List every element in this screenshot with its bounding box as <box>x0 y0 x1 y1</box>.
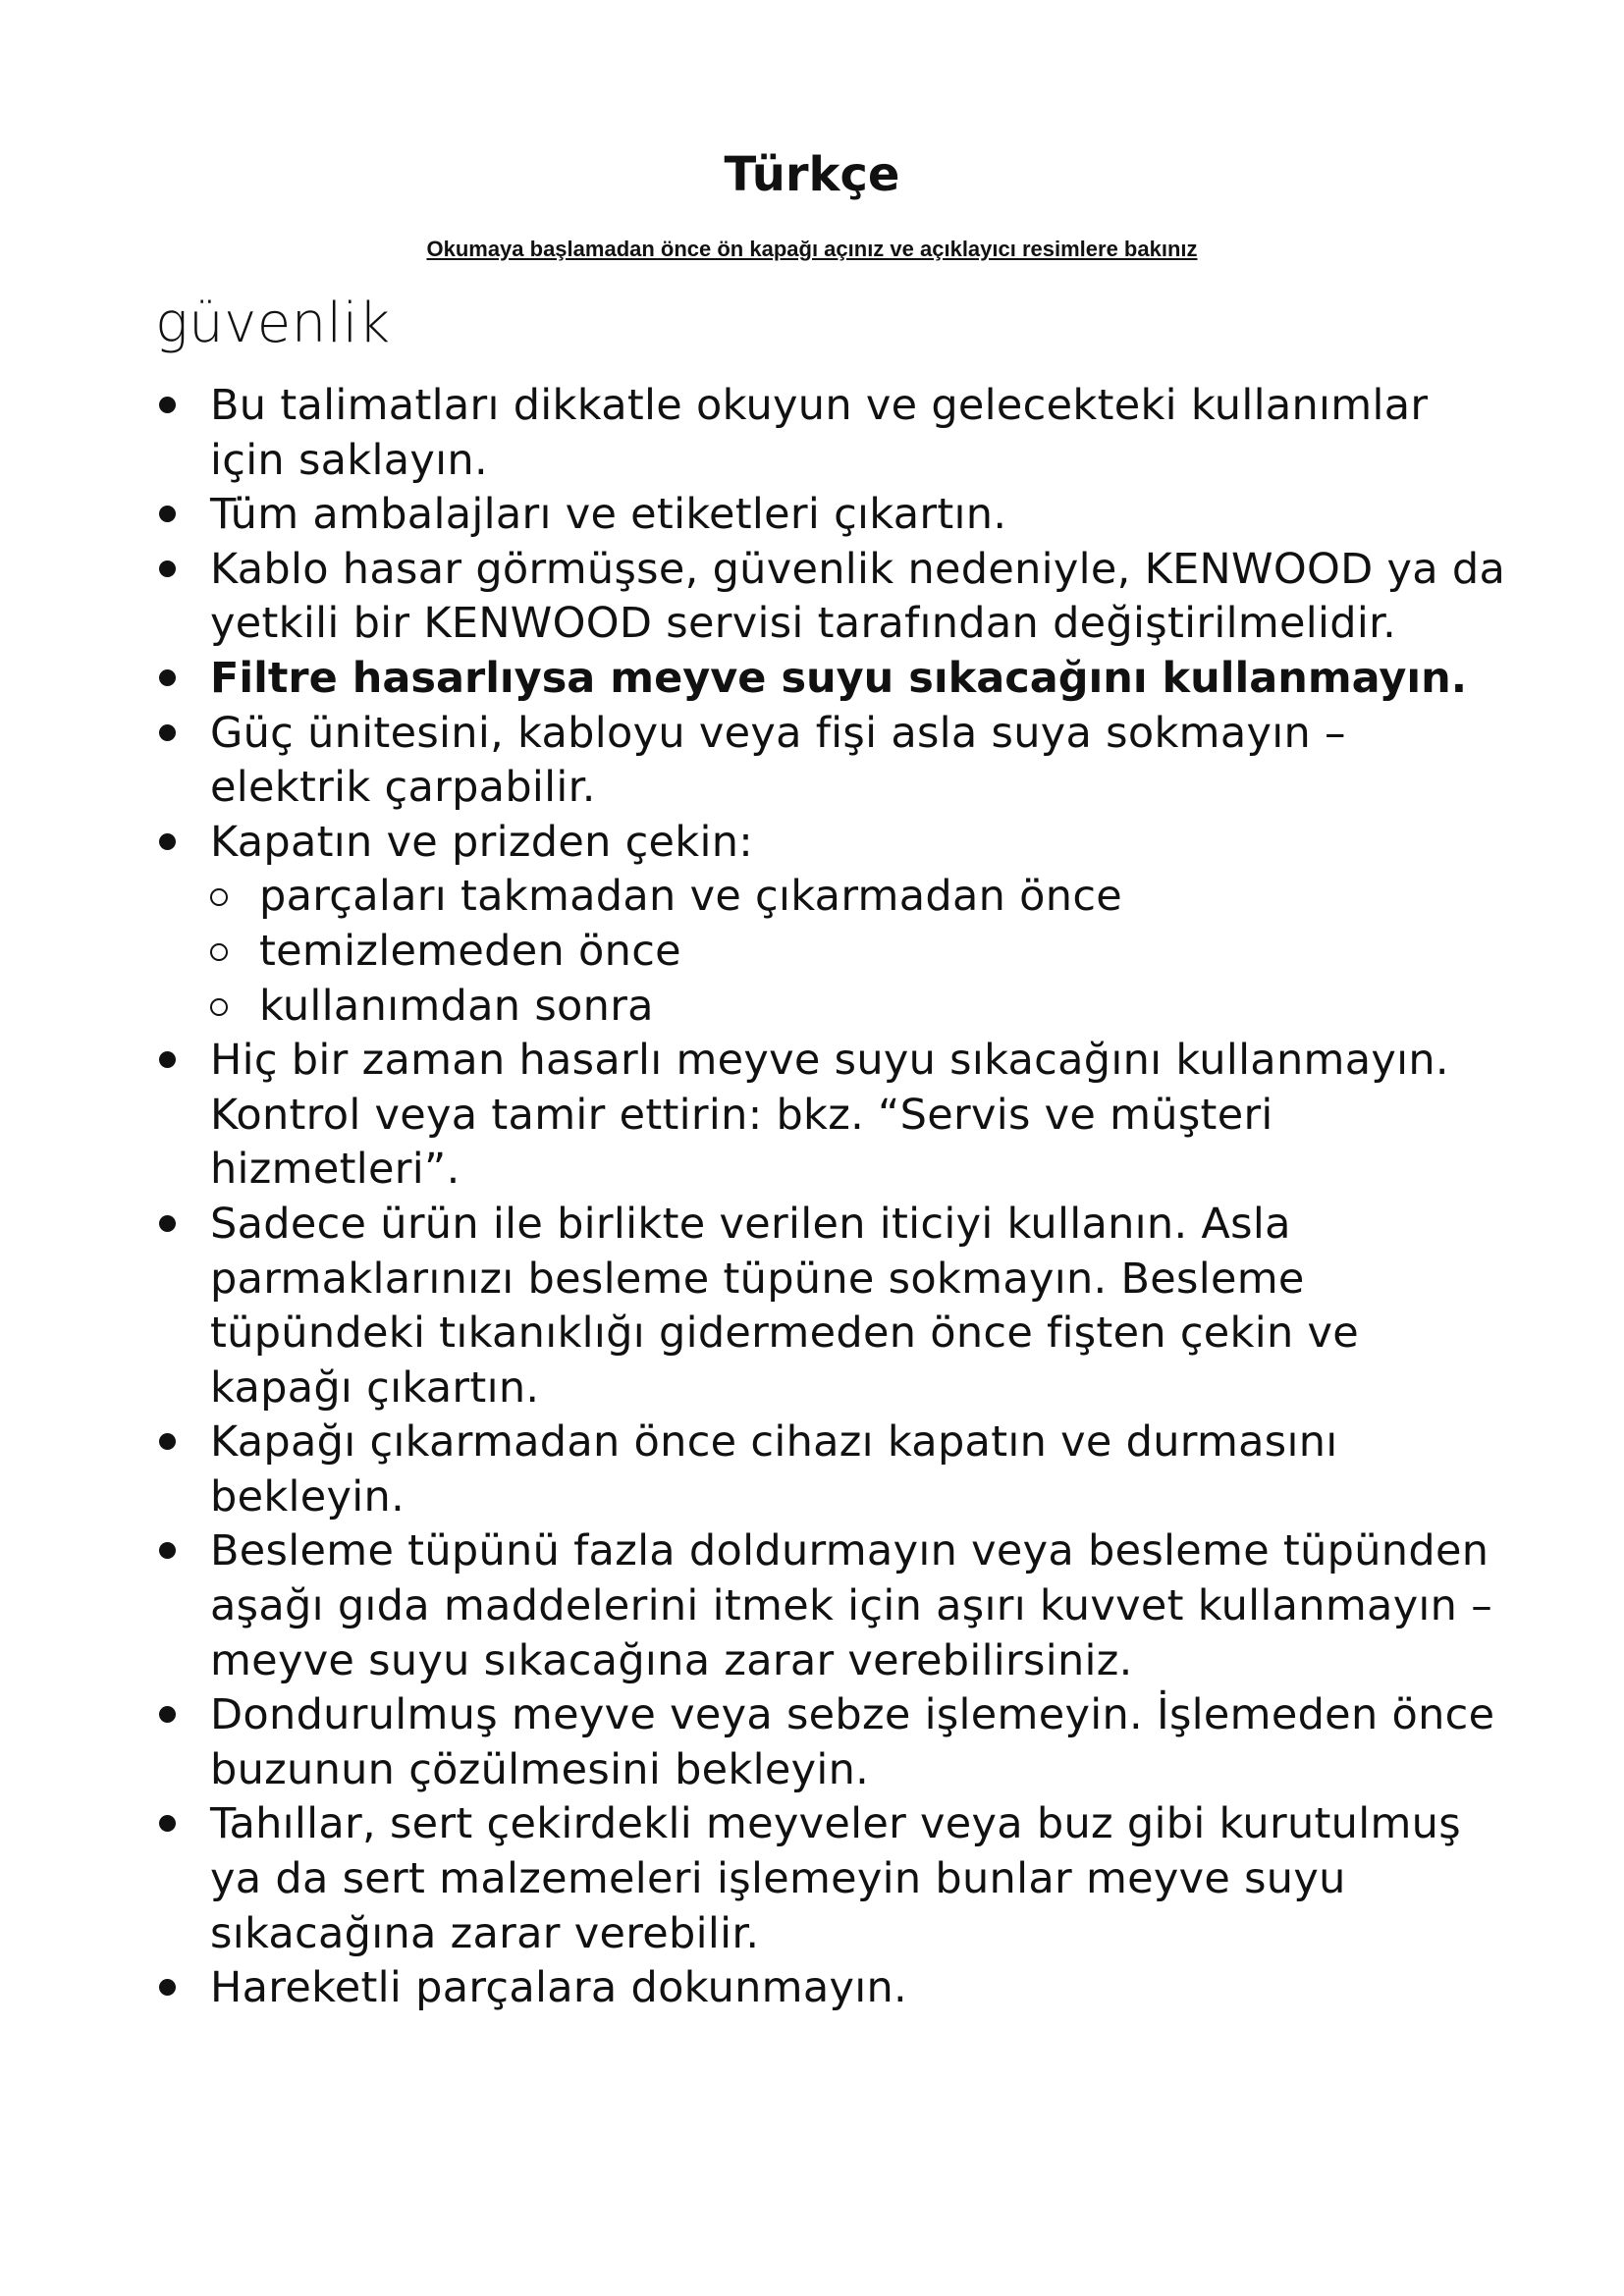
safety-item-warning <box>155 652 1510 707</box>
circle-bullet-icon <box>210 998 228 1016</box>
safety-item <box>155 1688 1510 1797</box>
safety-sub-item <box>210 980 1510 1035</box>
safety-sub-item-text: parçaları takmadan ve çıkarmadan önce <box>259 872 1123 922</box>
bullet-icon <box>159 561 176 577</box>
circle-bullet-icon <box>210 888 228 906</box>
safety-item-text: Dondurulmuş meyve veya sebze işlemeyin. İşlemeden önce buzunun çözülmesini bekleyin. <box>210 1690 1495 1794</box>
page-subtitle: Okumaya başlamadan önce ön kapağı açınız ve açıklayıcı resimlere bakınız <box>426 237 1198 261</box>
bullet-icon <box>159 397 176 413</box>
safety-item-text: Hiç bir zaman hasarlı meyve suyu sıkacağını kullanmayın. Kontrol veya tamir ettirin: bkz. “Servis ve müşteri hizmetleri”. <box>210 1036 1449 1195</box>
safety-item <box>155 1198 1510 1415</box>
safety-sub-item <box>210 870 1510 925</box>
safety-item-text: Tahıllar, sert çekirdekli meyveler veya buz gibi kurutulmuş ya da sert malzemeleri işlemeyin bunlar meyve suyu sıkacağına zarar verebilir. <box>210 1799 1461 1958</box>
safety-item <box>155 488 1510 543</box>
bullet-icon <box>159 1542 176 1559</box>
safety-item-text: Filtre hasarlıysa meyve suyu sıkacağını kullanmayın. <box>210 653 1468 703</box>
page-title: Türkçe <box>724 147 900 202</box>
bullet-icon <box>159 1215 176 1232</box>
safety-item <box>155 1415 1510 1524</box>
bullet-icon <box>159 506 176 522</box>
safety-sub-item <box>210 925 1510 980</box>
circle-bullet-icon <box>210 943 228 961</box>
bullet-icon <box>159 1433 176 1450</box>
safety-sub-item-text: temizlemeden önce <box>259 926 681 976</box>
bullet-icon <box>159 724 176 741</box>
safety-sub-item-text: kullanımdan sonra <box>259 981 654 1031</box>
bullet-icon <box>159 1815 176 1832</box>
safety-sub-list <box>210 870 1510 1034</box>
safety-item-text: Bu talimatları dikkatle okuyun ve gelecekteki kullanımlar için saklayın. <box>210 381 1429 485</box>
safety-item <box>155 816 1510 1034</box>
safety-item-text: Kapatın ve prizden çekin: <box>210 817 754 867</box>
safety-item <box>155 707 1510 816</box>
safety-item <box>155 1524 1510 1688</box>
safety-item <box>155 1034 1510 1198</box>
section-heading-safety: güvenlik <box>155 292 391 355</box>
safety-item-text: Kablo hasar görmüşse, güvenlik nedeniyle, KENWOOD ya da yetkili bir KENWOOD servisi tarafından değiştirilmelidir. <box>210 544 1506 649</box>
safety-item <box>155 1797 1510 1961</box>
safety-item <box>155 379 1510 488</box>
bullet-icon <box>159 833 176 850</box>
bullet-icon <box>159 669 176 686</box>
safety-item-text: Sadece ürün ile birlikte verilen iticiyi kullanın. Asla parmaklarınızı besleme tüpüne sokmayın. Besleme tüpündeki tıkanıklığı gidermeden önce fişten çekin ve kapağı çıkartın. <box>210 1199 1360 1413</box>
safety-item-text: Tüm ambalajları ve etiketleri çıkartın. <box>210 490 1007 540</box>
safety-list <box>155 379 1510 2016</box>
safety-item <box>155 1961 1510 2016</box>
safety-item-text: Besleme tüpünü fazla doldurmayın veya besleme tüpünden aşağı gıda maddelerini itmek için aşırı kuvvet kullanmayın – meyve suyu sıkacağına zarar verebilirsiniz. <box>210 1526 1493 1685</box>
bullet-icon <box>159 1051 176 1068</box>
safety-item <box>155 543 1510 652</box>
bullet-icon <box>159 1706 176 1723</box>
safety-item-text: Kapağı çıkarmadan önce cihazı kapatın ve durmasını bekleyin. <box>210 1417 1338 1522</box>
safety-item-text: Güç ünitesini, kabloyu veya fişi asla suya sokmayın – elektrik çarpabilir. <box>210 708 1346 813</box>
safety-item-text: Hareketli parçalara dokunmayın. <box>210 1963 908 2013</box>
bullet-icon <box>159 1979 176 1996</box>
